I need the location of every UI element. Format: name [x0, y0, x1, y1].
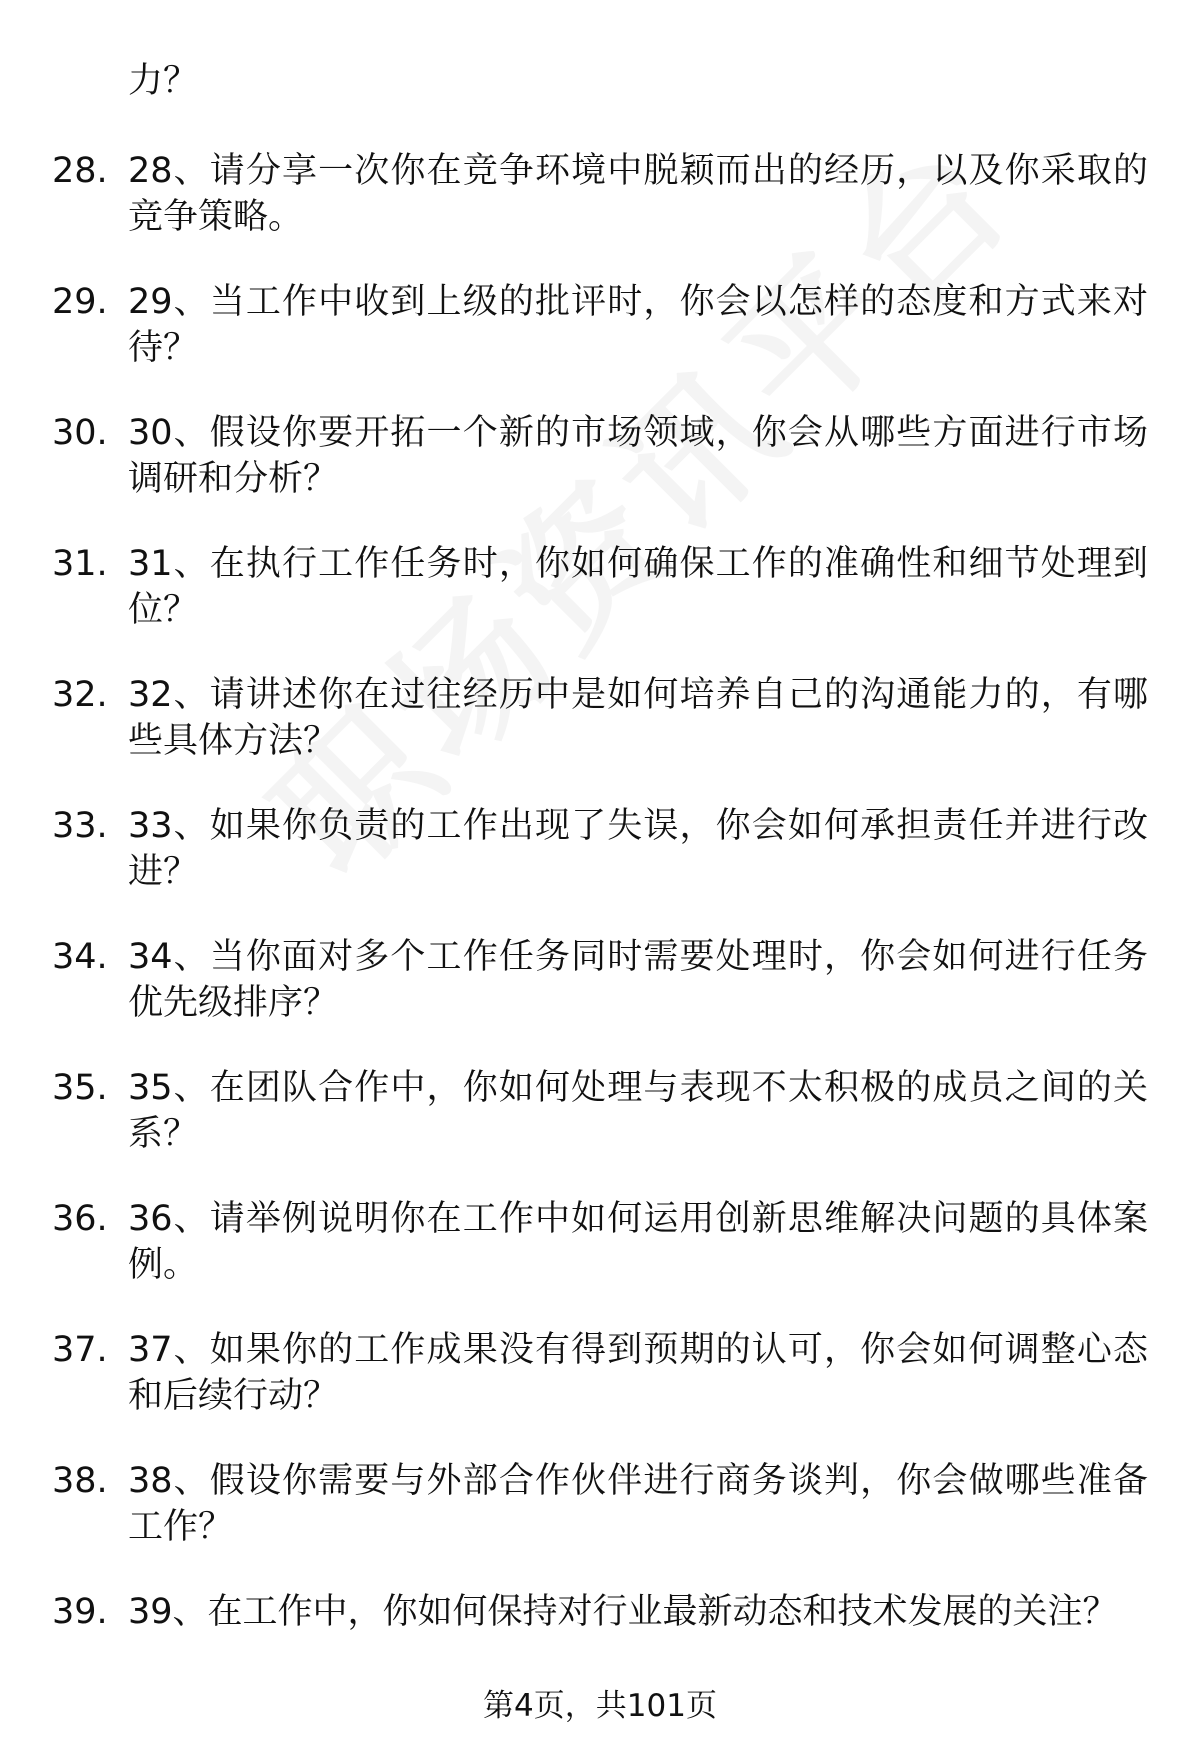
question-item [0, 1327, 1200, 1458]
question-number: 33. [52, 806, 108, 846]
question-text: 30、假设你要开拓一个新的市场领域，你会从哪些方面进行市场调研和分析？ [128, 413, 1148, 499]
question-item [0, 803, 1200, 934]
question-number: 36. [52, 1199, 108, 1239]
question-item [0, 1458, 1200, 1589]
question-number: 32. [52, 675, 108, 715]
question-text: 28、请分享一次你在竞争环境中脱颖而出的经历，以及你采取的竞争策略。 [128, 151, 1148, 237]
question-number: 28. [52, 151, 108, 191]
question-text: 38、假设你需要与外部合作伙伴进行商务谈判，你会做哪些准备工作？ [128, 1461, 1148, 1547]
question-number: 35. [52, 1068, 108, 1108]
question-item [0, 1065, 1200, 1196]
question-text: 29、当工作中收到上级的批评时，你会以怎样的态度和方式来对待？ [128, 282, 1148, 368]
question-item [0, 410, 1200, 541]
question-text: 33、如果你负责的工作出现了失误，你会如何承担责任并进行改进？ [128, 806, 1148, 892]
question-item [0, 541, 1200, 672]
question-number: 39. [52, 1592, 108, 1632]
question-item [0, 1196, 1200, 1327]
question-item [0, 934, 1200, 1065]
question-number: 29. [52, 282, 108, 322]
question-text: 37、如果你的工作成果没有得到预期的认可，你会如何调整心态和后续行动？ [128, 1330, 1148, 1416]
continuation-text: 力？ [128, 61, 199, 101]
question-list [0, 148, 1200, 1720]
question-number: 34. [52, 937, 108, 977]
question-number: 37. [52, 1330, 108, 1370]
question-text: 35、在团队合作中，你如何处理与表现不太积极的成员之间的关系？ [128, 1068, 1148, 1154]
question-text: 36、请举例说明你在工作中如何运用创新思维解决问题的具体案例。 [128, 1199, 1148, 1285]
question-text: 34、当你面对多个工作任务同时需要处理时，你会如何进行任务优先级排序？ [128, 937, 1148, 1023]
question-item [0, 279, 1200, 410]
page-footer: 第4页，共101页 [483, 1688, 717, 1724]
question-number: 30. [52, 413, 108, 453]
question-item [0, 672, 1200, 803]
question-text: 31、在执行工作任务时，你如何确保工作的准确性和细节处理到位？ [128, 544, 1148, 630]
question-item [0, 148, 1200, 279]
question-number: 31. [52, 544, 108, 584]
question-text: 32、请讲述你在过往经历中是如何培养自己的沟通能力的，有哪些具体方法？ [128, 675, 1148, 761]
question-number: 38. [52, 1461, 108, 1501]
question-text: 39、在工作中，你如何保持对行业最新动态和技术发展的关注？ [128, 1592, 1118, 1632]
